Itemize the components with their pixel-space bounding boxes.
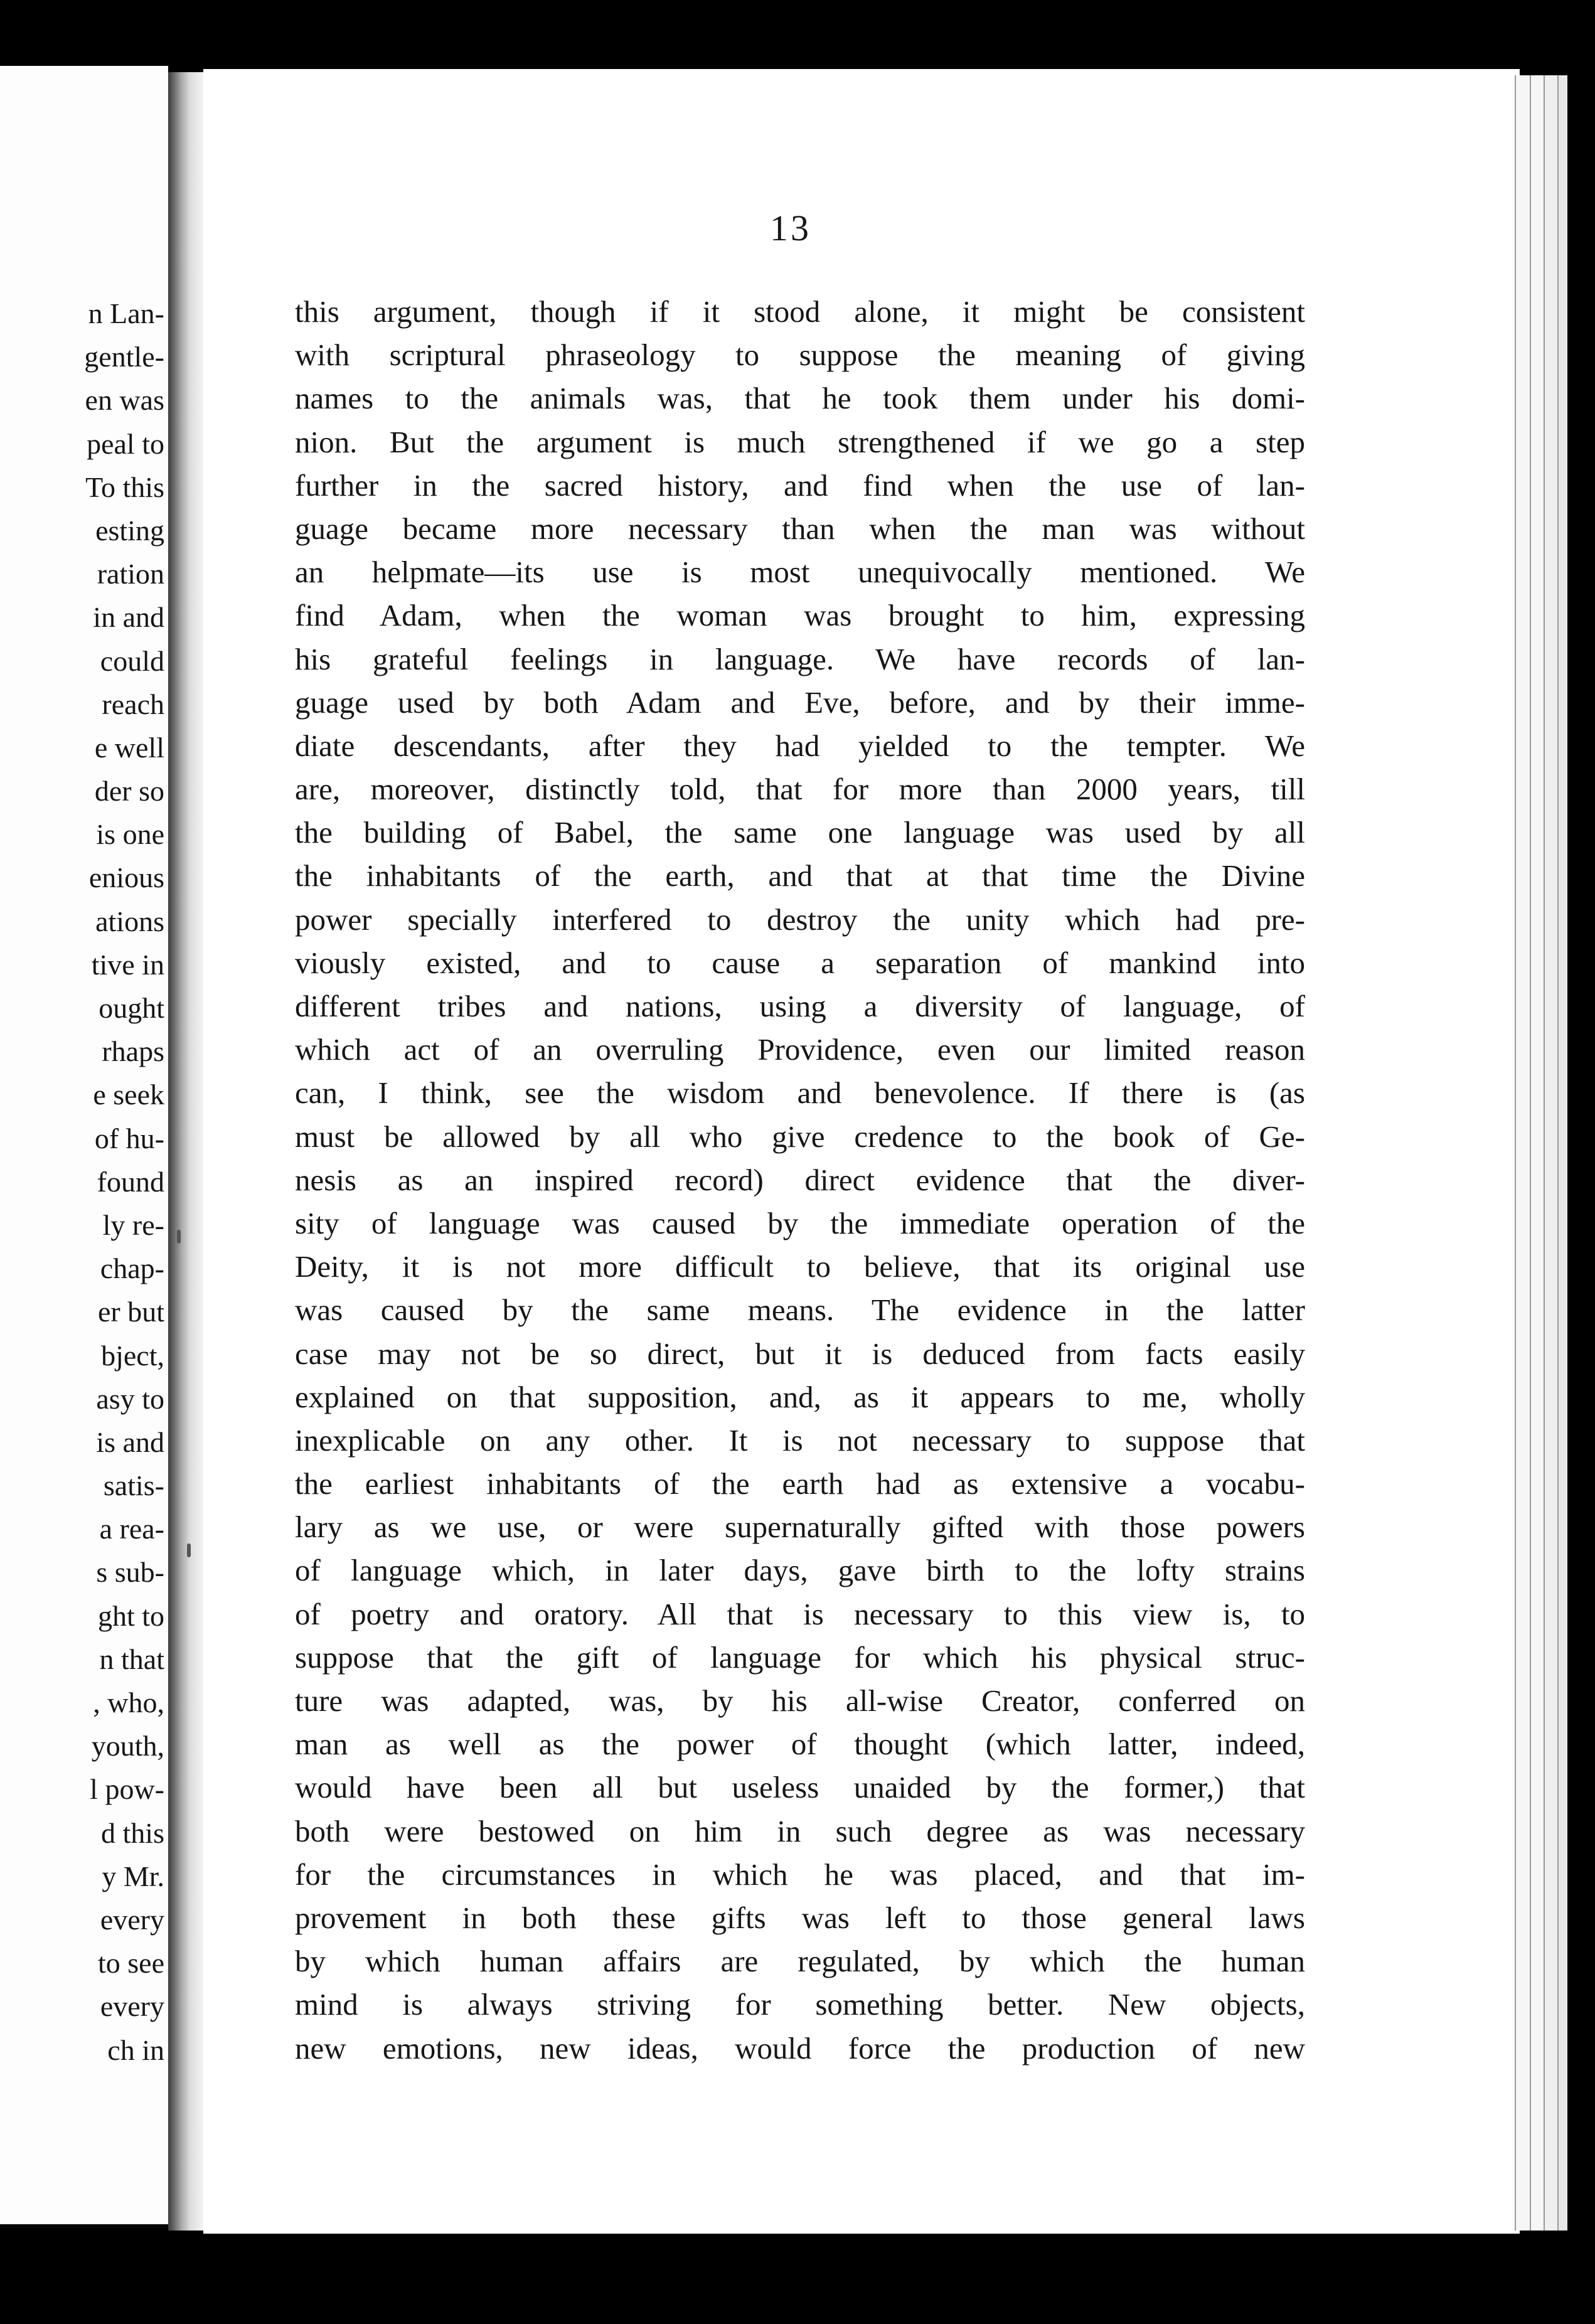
text-line: must be allowed by all who give credence to the book of Ge- — [295, 1119, 1305, 1154]
left-page-line: ations — [95, 905, 164, 937]
left-page-line: d this — [101, 1816, 164, 1849]
left-page-line: ch in — [107, 2034, 164, 2066]
left-page-line: peal to — [87, 427, 164, 460]
left-page-line: every — [100, 1903, 164, 1936]
text-line: ture was adapted, was, by his all-wise Creator, conferred on — [295, 1683, 1305, 1718]
text-line: diate descendants, after they had yielded to the tempter. We — [295, 728, 1305, 763]
left-page-line: en was — [85, 384, 164, 417]
text-line: different tribes and nations, using a diversity of language, of — [295, 989, 1305, 1023]
text-line: man as well as the power of thought (which latter, indeed, — [295, 1727, 1305, 1762]
left-page-line: e seek — [93, 1079, 164, 1111]
text-line: nion. But the argument is much strengthened if we go a step — [295, 424, 1305, 459]
text-line: would have been all but useless unaided by the former,) that — [295, 1770, 1305, 1805]
text-line: can, I think, see the wisdom and benevolence. If there is (as — [295, 1075, 1305, 1111]
text-line: of language which, in later days, gave birth to the lofty strains — [295, 1553, 1305, 1588]
left-page-line: reach — [102, 688, 164, 720]
left-page-line: satis- — [103, 1469, 164, 1502]
page-edge — [1544, 75, 1557, 2231]
text-line: explained on that supposition, and, as it appears to me, wholly — [295, 1379, 1305, 1414]
text-line: are, moreover, distinctly told, that for more than 2000 years, till — [295, 772, 1305, 807]
left-page-line: tive in — [91, 948, 164, 981]
text-line: of poetry and oratory. All that is necessary to this view is, to — [295, 1596, 1305, 1631]
text-line: guage used by both Adam and Eve, before, and by their imme- — [295, 685, 1305, 720]
text-line: guage became more necessary than when the man was without — [295, 511, 1305, 546]
text-line: viously existed, and to cause a separation of mankind into — [295, 945, 1305, 980]
left-page-line: esting — [95, 514, 164, 546]
text-line: lary as we use, or were supernaturally gifted with those powers — [295, 1510, 1305, 1545]
left-page-line: enious — [88, 861, 164, 894]
left-page-line: every — [100, 1990, 164, 2023]
left-page-line: asy to — [96, 1382, 164, 1415]
text-line: provement in both these gifts was left to those general laws — [295, 1900, 1305, 1935]
left-page-line: of hu- — [94, 1122, 164, 1154]
margin-speck — [177, 1230, 181, 1244]
left-page-line: gentle- — [84, 341, 164, 373]
text-line: with scriptural phraseology to suppose the meaning of giving — [295, 338, 1305, 373]
text-line: was caused by the same means. The evidence in the latter — [295, 1293, 1305, 1328]
text-line: suppose that the gift of language for which his physical struc- — [295, 1639, 1305, 1675]
left-page-line: ought — [99, 992, 164, 1024]
left-page-line: der so — [94, 775, 164, 808]
text-line: which act of an overruling Providence, even our limited reason — [295, 1032, 1305, 1067]
text-line: new emotions, new ideas, would force the production of new — [295, 2030, 1305, 2065]
text-line: the inhabitants of the earth, and that at that time the Divine — [295, 858, 1305, 893]
left-page-line: bject, — [101, 1339, 164, 1372]
text-line: sity of language was caused by the immediate operation of the — [295, 1205, 1305, 1240]
left-page-line: ly re- — [102, 1208, 164, 1241]
text-line: case may not be so direct, but it is deduced from facts easily — [295, 1336, 1305, 1371]
left-page-line: y Mr. — [102, 1860, 164, 1892]
text-line: names to the animals was, that he took them under his domi- — [295, 381, 1305, 416]
left-page-line: s sub- — [96, 1556, 164, 1589]
left-page-text-fragments — [0, 292, 164, 2072]
text-line: nesis as an inspired record) direct evidence that the diver- — [295, 1162, 1305, 1197]
text-line: both were bestowed on him in such degree as was necessary — [295, 1813, 1305, 1848]
text-line: power specially interfered to destroy the unity which had pre- — [295, 902, 1305, 937]
page-edge — [1530, 75, 1544, 2231]
book-gutter-shadow — [168, 72, 203, 2231]
left-page-line: could — [100, 644, 164, 677]
left-page-line: found — [97, 1165, 164, 1198]
left-page-line: , who, — [93, 1687, 164, 1719]
text-line: by which human affairs are regulated, by which the human — [295, 1944, 1305, 1979]
left-page-line: youth, — [91, 1730, 164, 1762]
left-page-line: ration — [97, 558, 164, 590]
text-line: the building of Babel, the same one language was used by all — [295, 815, 1305, 850]
left-page-line: To this — [85, 471, 164, 503]
left-page-line: ght to — [97, 1599, 164, 1632]
left-page-line: a rea- — [99, 1513, 164, 1545]
text-line: for the circumstances in which he was placed, and that im- — [295, 1857, 1305, 1892]
left-page-line: is and — [96, 1426, 164, 1458]
text-line: an helpmate—its use is most unequivocally mentioned. We — [295, 555, 1305, 590]
left-page-line: n Lan- — [88, 297, 164, 329]
left-page-line: l pow- — [90, 1773, 164, 1806]
text-line: find Adam, when the woman was brought to him, expressing — [295, 598, 1305, 633]
text-line: inexplicable on any other. It is not necessary to suppose that — [295, 1422, 1305, 1458]
text-line: the earliest inhabitants of the earth had as extensive a vocabu- — [295, 1466, 1305, 1501]
page-edge — [1515, 75, 1530, 2231]
left-page-line: is one — [96, 818, 164, 851]
left-page-line: to see — [97, 1947, 164, 1980]
left-page-line: chap- — [100, 1252, 164, 1285]
text-line: this argument, though if it stood alone, it might be consistent — [295, 294, 1305, 329]
text-line: Deity, it is not more difficult to believe, that its original use — [295, 1249, 1305, 1284]
text-line: further in the sacred history, and find when the use of lan- — [295, 467, 1305, 503]
body-text — [295, 290, 1305, 2070]
page-edge — [1557, 75, 1567, 2231]
left-page-line: e well — [94, 731, 164, 764]
left-page-line: n that — [99, 1643, 164, 1675]
margin-speck — [187, 1543, 191, 1557]
text-line: his grateful feelings in language. We have records of lan- — [295, 641, 1305, 676]
left-page-line: in and — [93, 601, 164, 634]
left-page-line: er but — [97, 1296, 164, 1328]
left-page-line: rhaps — [102, 1035, 164, 1068]
page-number: 13 — [770, 208, 811, 248]
text-line: mind is always striving for something better. New objects, — [295, 1987, 1305, 2022]
left-facing-page — [0, 66, 168, 2224]
